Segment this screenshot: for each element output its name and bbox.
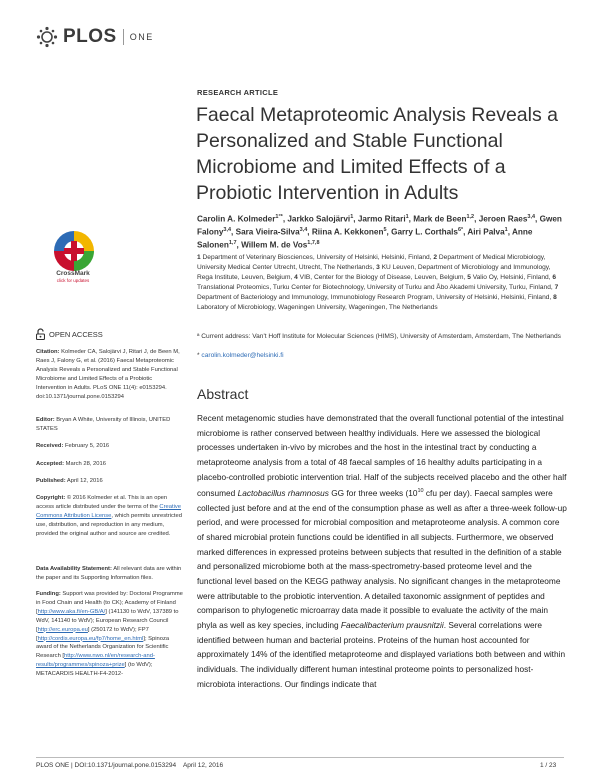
author-name: Willem M. de Vos — [241, 241, 308, 251]
crossmark-sub[interactable]: click for updates — [56, 278, 90, 283]
funding-text: ] (to WdV); METACARDIS HEALTH-F4-2012- — [36, 662, 153, 678]
affiliation-text: VIB, Center for the Biology of Disease, Leuven, Belgium, — [299, 274, 466, 282]
author-affiliation-marker: 1 — [350, 214, 354, 220]
affiliation-number: 1 — [197, 254, 201, 261]
abstract-part: Recent metagenomic studies have demonstrated that the overall functional potential of the intestinal microbiome is rather conserved between healthy individuals. Here we assessed the biological processes undertaken in-vivo by microbes and the host in the intestinal tract by conducting a metaproteome analysis from a total of 48 faecal samples of 16 healthy adults participating in a placebo-controlled probiotic intervention trial. Half of the subjects received placebo and the other half consumed — [197, 413, 567, 499]
author-affiliation-marker: 1,2 — [466, 214, 475, 220]
author-affiliation-marker: 3,4 — [299, 227, 308, 234]
published-label: Published: — [36, 478, 66, 484]
author-name: Jeroen Raes — [478, 214, 528, 224]
author-affiliation-marker: 1,7 — [228, 240, 237, 247]
received-label: Received: — [36, 443, 64, 449]
abstract-part: GG for three weeks (10 — [328, 488, 418, 499]
copyright-text: , which permits unrestricted use, distribution, and reproduction in any medium, provided the original author and source are credited. — [36, 512, 182, 537]
plos-logo-icon — [36, 26, 58, 48]
page-number: 1 / 23 — [540, 762, 557, 769]
abstract-text — [197, 411, 567, 691]
author-name: Garry L. Corthals — [391, 227, 458, 237]
data-availability-block — [36, 565, 184, 583]
accepted-date: March 28, 2016 — [64, 461, 106, 467]
copyright-label: Copyright: — [36, 495, 66, 501]
funding-label: Funding: — [36, 591, 61, 597]
citation-text: Kolmeder CA, Salojärvi J, Ritari J, de Been M, Raes J, Falony G, et al. (2016) Faecal Metaproteomic Analysis Reveals a Personalized and Stable Functional Microbiome and Limited Effects of a Probiotic Intervention in Adults. PLoS ONE 11(4): e0153294. doi:10.1371/journal.pone.0153294 — [36, 349, 180, 400]
species-name: Faecalibacterium prausnitzii — [340, 619, 444, 630]
funding-link[interactable]: http://www.nwo.nl/en/research-and-results/programmes/spinoza+prize — [36, 653, 155, 669]
logo-wordmark: PLOS — [63, 26, 117, 47]
funding-text: ]; Spinoza award of the Netherlands Organization for Scientific Research [ — [36, 635, 170, 660]
affiliation-number: 2 — [433, 254, 438, 261]
published-date: April 12, 2016 — [65, 478, 103, 484]
affiliation-text: Translational Proteomics, Turku Center for Biotechnology, University of Turku and Åbo Akademi University, Turku, Finland, — [197, 284, 553, 292]
abstract-part: cfu per day). Faecal samples were collected just before and at the end of the consumption phase as well as after a three-week follow-up period, and were processed for microbial composition and metaproteome analysis. A common core of shared microbial protein functions could be identified in all subjects. Furthermore, we observed marked differences in expressed proteins between subjects that resulted in the definition of a stable and personalized microbiome both at the mass-spectrometry-based proteome level and the functional level based on the KEGG pathway analysis. No significant changes in the metaproteome were attributable to the probiotic intervention. A detailed taxonomic assignment of peptides and comparison to phylogenetic microarray data made it possible to evaluate the activity of the main phyla as well as key species, including — [197, 488, 567, 630]
crossmark-label[interactable]: CrossMark — [56, 270, 90, 277]
logo-divider — [123, 29, 124, 45]
affiliation-number: 4 — [294, 274, 298, 282]
footer-divider — [36, 757, 564, 758]
corresponding-email — [197, 352, 284, 359]
author-name: Riina A. Kekkonen — [311, 227, 384, 237]
author-affiliation-marker: 5 — [383, 227, 387, 234]
copyright-text: © 2016 Kolmeder et al. This is an open access article distributed under the terms of the — [36, 495, 168, 510]
affiliation-text: Department of Veterinary Biosciences, University of Helsinki, Helsinki, Finland, — [202, 254, 432, 261]
email-link[interactable]: carolin.kolmeder@helsinki.fi — [201, 352, 284, 359]
editor-text: Bryan A White, University of Illinois, UNITED STATES — [36, 417, 171, 432]
affiliation-number: 5 — [467, 274, 471, 282]
current-address: ª Current address: Van't Hoff Institute for Molecular Sciences (HIMS), University of Amsterdam, Amsterdam, The Netherlands — [197, 333, 561, 340]
author-affiliation-marker: 1 — [504, 227, 508, 234]
funding-link[interactable]: http://erc.europa.eu — [37, 626, 88, 633]
article-type-label: RESEARCH ARTICLE — [197, 88, 279, 97]
author-name: Jarkko Salojärvi — [287, 214, 351, 224]
funding-text: Support was provided by: Doctoral Programme in Food Chain and Health (to CK); Academy of Finland [ — [36, 591, 183, 615]
received-block — [36, 442, 184, 451]
footer-citation: PLOS ONE | DOI:10.1371/journal.pone.0153294 April 12, 2016 — [36, 762, 224, 769]
affiliation-text: Laboratory of Microbiology, Wageningen University, Wageningen, The Netherlands — [197, 304, 438, 312]
editor-label: Editor: — [36, 417, 55, 423]
author-affiliation-marker: 3,4 — [527, 214, 536, 220]
author-name: Jarmo Ritari — [357, 214, 406, 224]
open-lock-icon — [36, 328, 45, 340]
affiliation-text: Department of Medical Microbiology, University Medical Center Utrecht, Utrecht, The Netherlands, — [197, 254, 546, 272]
accepted-block — [36, 460, 184, 469]
affiliation-text: Valio Oy, Helsinki, Finland, — [472, 274, 551, 282]
data-availability-text: All relevant data are within the paper and its Supporting Information files. — [36, 566, 182, 581]
author-name: Anne Salonen — [197, 227, 533, 251]
author-list: Carolin A. Kolmeder$^{1^\circ*}$, Jarkko Salojärvi$^1$, Jarmo Ritari$^1$, Mark de Been$^{1,2}$, Jeroen Raes$^{3,4}$, Gwen Falony$^{3,4}$, Sara Vieira-Silva$^{3,4}$, Riina A. Kekkonen$^5$, Garry L. Corthals$^{6ª}$, Airi Palva$^1$, Anne Salonen$^{1,7}$, Willem M. de Vos$^{1,7,8}$ — [197, 214, 562, 251]
published-block — [36, 477, 184, 486]
abstract-heading: Abstract — [197, 386, 249, 402]
affiliation-text: KU Leuven, Department of Microbiology and Immunology, Rega Institute, Leuven, Belgium, — [197, 264, 551, 282]
affiliation-number: 7 — [554, 284, 559, 292]
funding-block — [36, 590, 184, 679]
affiliation-number: 8 — [553, 294, 557, 302]
license-link[interactable]: Creative Commons Attribution License — [36, 503, 181, 519]
author-affiliation-marker: 3,4 — [223, 227, 232, 234]
citation-block — [36, 348, 184, 401]
journal-logo[interactable] — [36, 26, 154, 48]
author-name: Mark de Been — [413, 214, 467, 224]
open-access-label: OPEN ACCESS — [49, 329, 103, 339]
copyright-block — [36, 494, 184, 539]
species-name: Lactobacillus rhamnosus — [237, 488, 329, 499]
funding-link[interactable]: http://cordis.europa.eu/fp7/home_en.html — [37, 635, 144, 642]
funding-text: ] (250172 to WdV); FP7 [ — [36, 626, 149, 642]
exponent: 10 — [417, 488, 424, 495]
funding-text: ] (141130 to WdV, 137389 to WdV, 141140 to WdV); European Research Council [ — [36, 608, 179, 633]
editor-block — [36, 416, 184, 434]
author-affiliation-marker: 1,7,8 — [307, 240, 320, 247]
citation-label: Citation: — [36, 349, 60, 355]
author-name: Gwen Falony — [197, 214, 562, 237]
data-availability-label: Data Availability Statement: — [36, 566, 112, 572]
affiliations — [197, 253, 567, 314]
author-affiliation-marker: 1°* — [275, 214, 283, 220]
article-title: Faecal Metaproteomic Analysis Reveals a Personalized and Stable Functional Microbiome and Limited Effects of a Probiotic Intervention in Adults — [196, 104, 558, 204]
received-date: February 5, 2016 — [63, 443, 110, 449]
email-marker: * — [197, 352, 200, 359]
affiliation-number: 3 — [376, 264, 380, 272]
author-affiliation-marker: 1 — [405, 214, 409, 220]
abstract-part: . Several correlations were identified between human and bacterial proteins. Proteins of the human host accounted for approximately 14% of the identified metaproteome and displayed variations both between and within individuals. The individually different human intestinal proteome points to personalized host-microbiota interactions. Our findings indicate that — [197, 619, 566, 689]
open-access-badge — [36, 328, 103, 340]
author-name: Sara Vieira-Silva — [235, 227, 300, 237]
affiliation-text: Department of Bacteriology and Immunology, Immunobiology Research Program, University of Helsinki, Helsinki, Finland, — [197, 294, 552, 302]
accepted-label: Accepted: — [36, 461, 65, 467]
logo-journal-name: ONE — [129, 32, 154, 42]
author-affiliation-marker: 6ª — [457, 227, 464, 234]
funding-link[interactable]: http://www.aka.fi/en-GB/A/ — [37, 608, 106, 615]
author-name: Carolin A. Kolmeder — [197, 214, 276, 224]
author-name: Airi Palva — [467, 227, 505, 237]
affiliation-number: 6 — [552, 274, 557, 282]
